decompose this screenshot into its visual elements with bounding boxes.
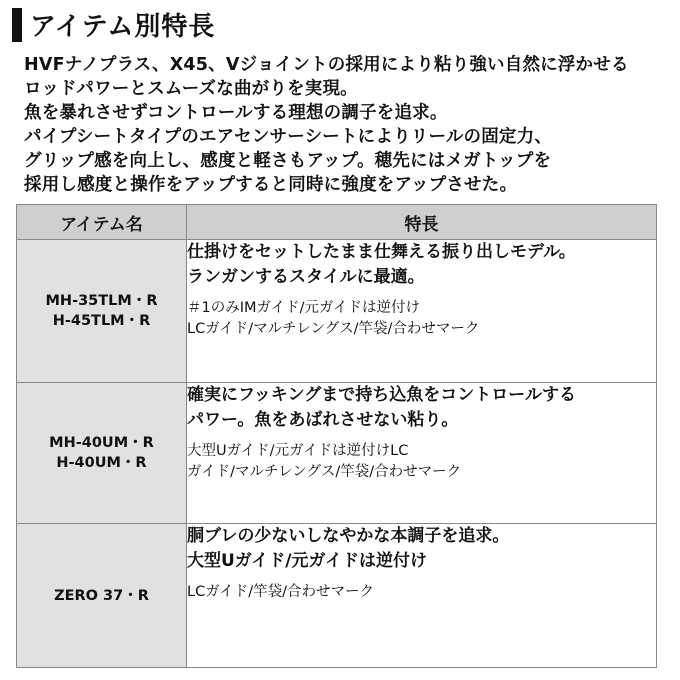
item-name: MH-35TLM・R <box>45 293 158 309</box>
item-name: MH-40UM・R <box>49 435 154 451</box>
intro-line: パイプシートタイプのエアセンサーシートによりリールの固定力、 <box>24 127 553 147</box>
item-features-table <box>16 204 657 668</box>
page-title: アイテム別特長 <box>30 12 216 42</box>
item-name: ZERO 37・R <box>54 587 149 604</box>
item-name-cell <box>17 383 187 524</box>
item-name-cell <box>17 240 187 383</box>
intro-line: グリップ感を向上し、感度と軽さもアップ。穂先にはメガトップを <box>24 151 552 171</box>
intro-text <box>24 53 674 197</box>
table-row <box>17 524 657 668</box>
header-item-name: アイテム名 <box>17 205 187 240</box>
table-header-row <box>17 205 657 240</box>
feature-main-line: 胴ブレの少ないしなやかな本調子を追求。 <box>187 526 510 546</box>
item-name: H-40UM・R <box>56 455 147 471</box>
table-row <box>17 383 657 524</box>
feature-main-line: パワー。魚をあばれさせない粘り。 <box>187 410 459 430</box>
feature-main-line: 大型Uガイド/元ガイドは逆付け <box>187 551 427 571</box>
item-name: H-45TLM・R <box>52 313 151 329</box>
feature-main-line: 仕掛けをセットしたまま仕舞える振り出しモデル。 <box>187 242 576 262</box>
header-features: 特長 <box>187 205 657 240</box>
feature-main-line: 確実にフッキングまで持ち込魚をコントロールする <box>187 385 576 405</box>
intro-line: 魚を暴れさせずコントロールする理想の調子を追求。 <box>24 103 448 123</box>
feature-sub-line: LCガイド/竿袋/合わせマーク <box>187 584 375 600</box>
feature-cell <box>187 383 657 524</box>
feature-sub-line: ガイド/マルチレングス/竿袋/合わせマーク <box>187 464 462 480</box>
feature-sub-line: LCガイド/マルチレングス/竿袋/合わせマーク <box>187 321 480 337</box>
feature-sub-line: ＃1のみIMガイド/元ガイドは逆付け <box>187 300 421 316</box>
item-name-cell <box>17 524 187 668</box>
feature-cell <box>187 240 657 383</box>
table-row <box>17 240 657 383</box>
feature-main-line: ランガンするスタイルに最適。 <box>187 267 425 287</box>
intro-line: HVFナノプラス、X45、Vジョイントの採用により粘り強い自然に浮かせる <box>24 55 629 75</box>
title-accent-bar <box>12 8 22 42</box>
intro-line: 採用し感度と操作をアップすると同時に強度をアップさせた。 <box>24 175 518 195</box>
intro-line: ロッドパワーとスムーズな曲がりを実現。 <box>24 79 358 99</box>
feature-sub-line: 大型Uガイド/元ガイドは逆付けLC <box>187 443 409 459</box>
feature-cell <box>187 524 657 668</box>
